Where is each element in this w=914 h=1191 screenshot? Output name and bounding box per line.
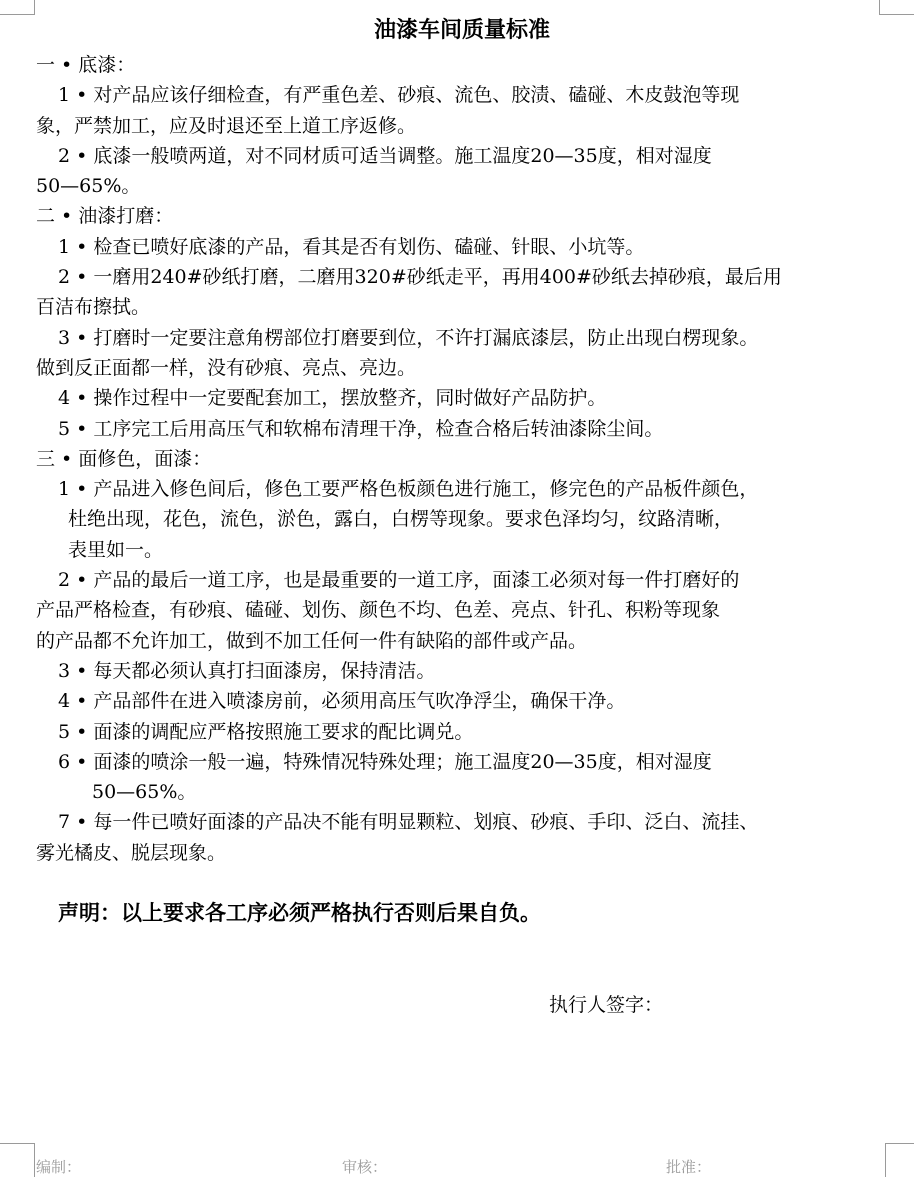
document-line: 1 • 检查已喷好底漆的产品，看其是否有划伤、磕碰、针眼、小坑等。 — [58, 235, 645, 258]
document-line: 3 • 每天都必须认真打扫面漆房，保持清洁。 — [58, 659, 436, 682]
document-line: 表里如一。 — [68, 538, 164, 561]
document-line: 1 • 对产品应该仔细检查，有严重色差、砂痕、流色、胶渍、磕碰、木皮鼓泡等现 — [58, 84, 740, 107]
document-line: 4 • 产品部件在进入喷漆房前，必须用高压气吹净浮尘，确保干净。 — [58, 690, 626, 713]
document-line: 5 • 工序完工后用高压气和软棉布清理干净，检查合格后转油漆除尘间。 — [58, 417, 664, 440]
document-line: 二 • 油漆打磨： — [36, 205, 174, 228]
document-line: 象，严禁加工，应及时退还至上道工序返修。 — [36, 114, 417, 137]
document-line: 2 • 一磨用240#砂纸打磨，二磨用320#砂纸走平，再用400#砂纸去掉砂痕，最后用 — [58, 266, 782, 289]
document-line: 一 • 底漆： — [36, 54, 136, 76]
signature-label: 执行人签字： — [549, 994, 664, 1016]
document-line: 做到反正面都一样，没有砂痕、亮点、亮边。 — [36, 356, 417, 379]
document-line: 6 • 面漆的喷涂一般一遍，特殊情况特殊处理；施工温度20—35度，相对湿度 — [58, 750, 712, 773]
margin-corner-top-left — [0, 0, 35, 15]
document-line: 2 • 底漆一般喷两道，对不同材质可适当调整。施工温度20—35度，相对湿度 — [58, 144, 712, 167]
document-line: 1 • 产品进入修色间后，修色工要严格色板颜色进行施工，修完色的产品板件颜色， — [58, 478, 759, 501]
margin-corner-top-right — [879, 0, 914, 15]
document-title: 油漆车间质量标准 — [373, 17, 550, 43]
document-lines — [36, 50, 888, 868]
document-line: 4 • 操作过程中一定要配套加工，摆放整齐，同时做好产品防护。 — [58, 387, 607, 410]
document-line: 2 • 产品的最后一道工序，也是最重要的一道工序，面漆工必须对每一件打磨好的 — [58, 569, 740, 592]
document-line: 3 • 打磨时一定要注意角楞部位打磨要到位，不许打漏底漆层，防止出现白楞现象。 — [58, 326, 759, 349]
document-line: 5 • 面漆的调配应严格按照施工要求的配比调兑。 — [58, 720, 474, 743]
document-line: 杜绝出现，花色，流色，淤色，露白，白楞等现象。要求色泽均匀，纹路清晰， — [68, 508, 734, 531]
document-line: 雾光橘皮、脱层现象。 — [36, 841, 227, 864]
margin-corner-bottom-left — [0, 1143, 35, 1177]
document-line: 7 • 每一件已喷好面漆的产品决不能有明显颗粒、划痕、砂痕、手印、泛白、流挂、 — [58, 811, 759, 834]
statement-text: 声明：以上要求各工序必须严格执行否则后果自负。 — [58, 900, 541, 925]
document-line: 百洁布擦拭。 — [36, 296, 151, 319]
margin-corner-bottom-right — [885, 1143, 914, 1177]
document-line: 三 • 面修色，面漆： — [36, 447, 212, 470]
footer-editor-label: 编制： — [36, 1158, 82, 1176]
document-line: 的产品都不允许加工，做到不加工任何一件有缺陷的部件或产品。 — [36, 629, 588, 652]
document-line: 50—65%。 — [36, 175, 141, 198]
footer-approver-label: 批准： — [666, 1158, 712, 1176]
document-line: 产品严格检查，有砂痕、磕碰、划伤、颜色不均、色差、亮点、针孔、积粉等现象 — [36, 599, 721, 622]
document-body — [36, 14, 888, 868]
document-line: 50—65%。 — [92, 781, 197, 804]
footer-reviewer-label: 审核： — [342, 1158, 388, 1176]
